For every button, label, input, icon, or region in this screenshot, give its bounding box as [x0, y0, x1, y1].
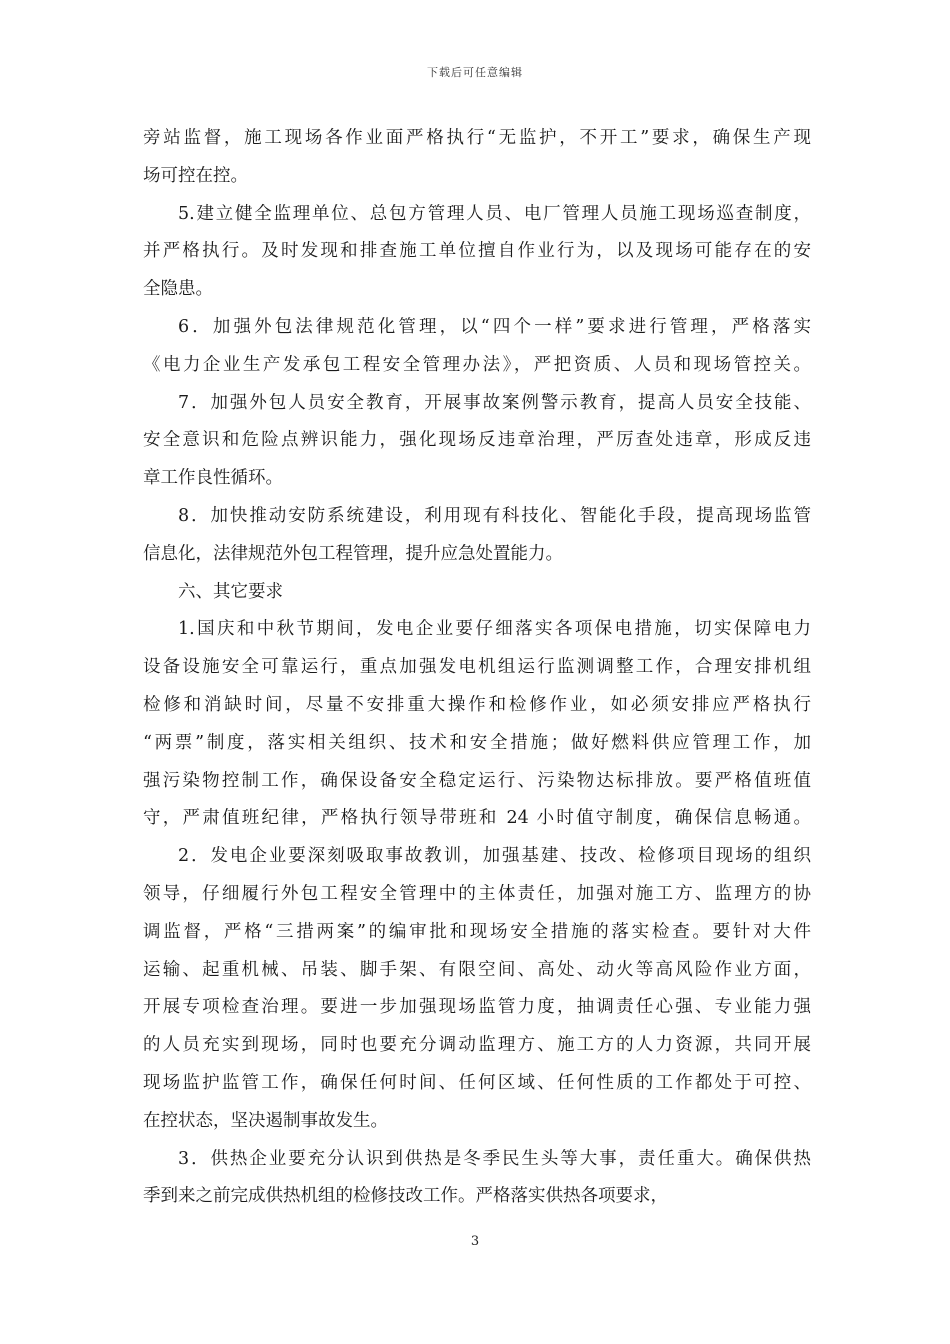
text-line: 强污染物控制工作，确保设备安全稳定运行、污染物达标排放。要严格值班值: [143, 770, 811, 791]
text-line: 领导，仔细履行外包工程安全管理中的主体责任，加强对施工方、监理方的协: [143, 883, 811, 904]
text-line: 现场监护监管工作，确保任何时间、任何区域、任何性质的工作都处于可控、: [143, 1072, 811, 1093]
text-line: 《电力企业生产发承包工程安全管理办法》，严把资质、人员和现场管控关。: [143, 354, 811, 375]
text-line: 全隐患。: [143, 279, 213, 300]
text-line: 设备设施安全可靠运行，重点加强发电机组运行监测调整工作，合理安排机组: [143, 657, 811, 678]
text-line: 检修和消缺时间，尽量不安排重大操作和检修作业，如必须安排应严格执行: [143, 694, 811, 715]
text-line: 8．加快推动安防系统建设，利用现有科技化、智能化手段，提高现场监管: [178, 505, 811, 526]
text-line: 旁站监督，施工现场各作业面严格执行“无监护，不开工”要求，确保生产现: [143, 128, 811, 148]
text-line: 7．加强外包人员安全教育，开展事故案例警示教育，提高人员安全技能、: [178, 392, 811, 413]
text-line: 季到来之前完成供热机组的检修技改工作。严格落实供热各项要求，: [143, 1186, 668, 1207]
text-line: 守，严肃值班纪律，严格执行领导带班和 24 小时值守制度，确保信息畅通。: [143, 808, 811, 829]
text-line: 六、其它要求: [178, 581, 283, 602]
page-header: 下载后可任意编辑: [427, 66, 523, 79]
text-line: 1.国庆和中秋节期间，发电企业要仔细落实各项保电措施，切实保障电力: [178, 619, 811, 640]
text-line: 开展专项检查治理。要进一步加强现场监管力度，抽调责任心强、专业能力强: [143, 997, 811, 1018]
text-line: 5.建立健全监理单位、总包方管理人员、电厂管理人员施工现场巡查制度，: [178, 203, 811, 224]
text-line: 的人员充实到现场，同时也要充分调动监理方、施工方的人力资源，共同开展: [143, 1035, 811, 1056]
text-line: 在控状态，坚决遏制事故发生。: [143, 1110, 388, 1131]
text-line: 调监督，严格“三措两案”的编审批和现场安全措施的落实检查。要针对大件: [143, 921, 811, 942]
text-line: 场可控在控。: [143, 165, 248, 186]
text-line: “两票”制度，落实相关组织、技术和安全措施；做好燃料供应管理工作，加: [143, 732, 811, 753]
text-line: 2．发电企业要深刻吸取事故教训，加强基建、技改、检修项目现场的组织: [178, 846, 811, 867]
document-body: [143, 120, 811, 1216]
page-number: 3: [470, 1234, 480, 1249]
text-line: 章工作良性循环。: [143, 468, 283, 489]
text-line: 3．供热企业要充分认识到供热是冬季民生头等大事，责任重大。确保供热: [178, 1148, 811, 1169]
text-line: 安全意识和危险点辨识能力，强化现场反违章治理，严厉查处违章，形成反违: [143, 430, 811, 451]
text-line: 运输、起重机械、吊装、脚手架、有限空间、高处、动火等高风险作业方面，: [143, 959, 811, 980]
text-line: 并严格执行。及时发现和排查施工单位擅自作业行为，以及现场可能存在的安: [143, 241, 811, 262]
text-line: 信息化，法律规范外包工程管理，提升应急处置能力。: [143, 543, 563, 564]
text-line: 6．加强外包法律规范化管理，以“四个一样”要求进行管理，严格落实: [178, 316, 811, 337]
